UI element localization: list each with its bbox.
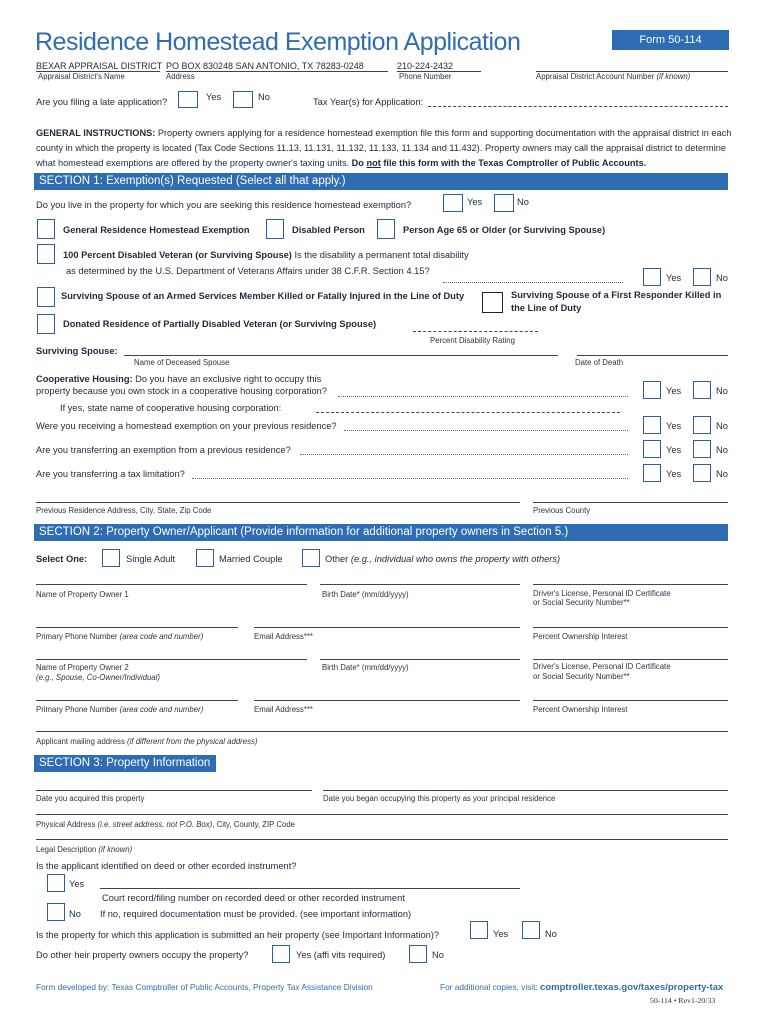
owner2-name-label: Name of Property Owner 2 [36,663,129,672]
owner1-name-input[interactable] [36,584,307,585]
owner2-email-input[interactable] [254,700,520,701]
deed-question: Is the applicant identified on deed or other ecorded instrument? [36,861,297,871]
tax-years-label: Tax Year(s) for Application: [313,97,424,107]
transfer-limit-no-checkbox[interactable] [693,464,711,482]
late-yes-checkbox[interactable] [178,91,198,108]
surviving-spouse-label: Surviving Spouse: [36,346,118,356]
deceased-spouse-label: Name of Deceased Spouse [134,358,230,367]
owner1-phone-input[interactable] [36,627,238,628]
percent-disability-label: Percent Disability Rating [430,336,515,345]
donated-residence-label: Donated Residence of Partially Disabled Veteran (or Surviving Spouse) [63,319,377,329]
transfer-limit-yes-label: Yes [666,469,682,479]
select-one-label: Select One: [36,554,88,564]
coop-name-input[interactable] [316,412,620,413]
coop-no-checkbox[interactable] [693,381,711,399]
coop-yes-label: Yes [666,386,682,396]
phone-label: Phone Number [399,72,452,81]
live-no-checkbox[interactable] [494,194,514,212]
transfer-limit-yes-checkbox[interactable] [643,464,661,482]
coop-leader [338,396,628,397]
deed-no-checkbox[interactable] [47,903,65,921]
owner1-phone-label: Primary Phone Number (area code and number) [36,632,204,641]
prev-exemption-no-checkbox[interactable] [693,416,711,434]
late-application-question: Are you filing a late application? [36,97,168,107]
district-phone: 210-224-2432 [397,61,454,71]
transfer-limit-leader [192,478,628,479]
owner1-id-label-1: Driver's License, Personal ID Certificate [533,589,671,598]
late-yes-label: Yes [206,92,222,102]
footer-revision: 50-114 • Rev1-20/33 [650,996,716,1005]
veteran100-question2: as determined by the U.S. Department of Veterans Affairs under 38 C.F.R. Section 4.15? [66,266,430,276]
section3-heading: SECTION 3: Property Information [34,755,216,772]
transfer-exemption-yes-checkbox[interactable] [643,440,661,458]
owner2-id-label-2: or Social Security Number** [533,672,630,681]
section1-heading: SECTION 1: Exemption(s) Requested (Select all that apply.) [34,173,728,190]
transfer-exemption-leader [300,454,628,455]
owner2-birth-input[interactable] [320,659,520,660]
veteran100-leader [443,282,623,283]
other-heir-no-label: No [432,950,444,960]
armed-services-label: Surviving Spouse of an Armed Services Member Killed or Fatally Injured in the Line of Duty [61,291,465,301]
live-yes-label: Yes [467,197,483,207]
acquired-date-label: Date you acquired this property [36,794,145,803]
transfer-exemption-yes-label: Yes [666,445,682,455]
legal-description-input[interactable] [36,839,728,840]
coop-yes-checkbox[interactable] [643,381,661,399]
acquired-date-input[interactable] [36,790,312,791]
owner2-email-label: Email Address*** [254,705,313,714]
owner1-id-label-2: or Social Security Number** [533,598,630,607]
armed-services-checkbox[interactable] [37,287,55,307]
mailing-address-input[interactable] [36,731,728,732]
married-couple-label: Married Couple [219,554,283,564]
general-exemption-checkbox[interactable] [37,219,55,239]
court-record-input[interactable] [100,888,520,889]
live-yes-checkbox[interactable] [443,194,463,212]
prev-county-input[interactable] [533,502,728,503]
date-of-death-label: Date of Death [575,358,624,367]
disabled-person-label: Disabled Person [292,225,365,235]
general-instructions: GENERAL INSTRUCTIONS: Property owners applying for a residence homestead exemption file this form and supporting documentation with the appraisal district in each county in which the property is located (Tax Code Sections 11.13, 11.131, 11.132, 11.133, 11.134 and 11.432). Property owners may call the appraisal district to determine what homestead exemptions are offered by the property owner's taxing units. Do not file this form with the Texas Comptroller of Public Accounts. [36,128,732,168]
owner2-name-input[interactable] [36,659,307,660]
owner2-phone-label: Primary Phone Number (area code and number) [36,705,204,714]
owner2-ownership-input[interactable] [533,700,728,701]
late-no-label: No [258,92,270,102]
prev-exemption-leader [344,430,628,431]
footer-url-link[interactable]: comptroller.texas.gov/taxes/property-tax [540,982,724,993]
district-name: BEXAR APPRAISAL DISTRICT [36,61,163,71]
district-address: PO BOX 830248 SAN ANTONIO, TX 78283-0248 [166,61,364,71]
other-owner-checkbox[interactable] [302,549,320,567]
mailing-address-label: Applicant mailing address (if different from the physical address) [36,737,258,746]
live-in-property-question: Do you live in the property for which you are seeking this residence homestead exemption? [36,200,412,210]
coop-question-1: Cooperative Housing: Do you have an exclusive right to occupy this [36,374,322,384]
prev-exemption-yes-label: Yes [666,421,682,431]
age65-checkbox[interactable] [377,219,395,239]
heir-property-question: Is the property for which this application is submitted an heir property (see Important Information)? [36,930,440,940]
district-name-label: Appraisal District's Name [38,72,125,81]
other-heir-no-checkbox[interactable] [409,945,427,963]
heir-yes-checkbox[interactable] [470,921,488,939]
physical-address-input[interactable] [36,814,728,815]
first-responder-checkbox[interactable] [482,292,503,313]
veteran100-label: 100 Percent Disabled Veteran (or Surviving Spouse) Is the disability a permanent total disability [63,250,469,260]
veteran100-yes-checkbox[interactable] [643,268,661,286]
account-label: Appraisal District Account Number (if known) [536,72,691,81]
deed-yes-checkbox[interactable] [47,874,65,892]
footer-copies: For additional copies, visit: comptroller.texas.gov/taxes/property-tax [440,982,724,993]
address-line [166,71,388,72]
veteran100-checkbox[interactable] [37,244,55,264]
no-documentation-note: If no, required documentation must be provided. (see important information) [100,909,412,919]
other-heir-yes-checkbox[interactable] [272,945,290,963]
first-responder-label: Surviving Spouse of a First Responder Killed in the Line of Duty [511,290,722,313]
owner1-email-label: Email Address*** [254,632,313,641]
married-couple-checkbox[interactable] [196,549,214,567]
age65-label: Person Age 65 or Older (or Surviving Spouse) [403,225,606,235]
live-no-label: No [517,197,529,207]
form-number-tag: Form 50-114 [612,30,729,50]
veteran100-yes-label: Yes [666,273,682,283]
single-adult-checkbox[interactable] [102,549,120,567]
physical-address-label: Physical Address (i.e. street address, not P.O. Box), City, County, ZIP Code [36,820,296,829]
owner2-id-label-1: Driver's License, Personal ID Certificate [533,662,671,671]
transfer-exemption-question: Are you transferring an exemption from a previous residence? [36,445,291,455]
veteran100-no-checkbox[interactable] [693,268,711,286]
date-of-death-input[interactable] [577,355,728,356]
occupy-date-label: Date you began occupying this property as your principal residence [323,794,556,803]
deceased-spouse-input[interactable] [124,355,558,356]
owner2-ownership-label: Percent Ownership Interest [533,705,628,714]
prev-address-label: Previous Residence Address, City, State, Zip Code [36,506,212,515]
owner1-birth-input[interactable] [320,584,520,585]
other-heir-question: Do other heir property owners occupy the property? [36,950,249,960]
owner1-ownership-input[interactable] [533,627,728,628]
prev-county-label: Previous County [533,506,591,515]
court-record-label: Court record/filing number on recorded deed or other recorded instrument [102,893,405,903]
section2-heading: SECTION 2: Property Owner/Applicant (Provide information for additional property owners in Section 5.) [34,524,728,541]
form-title: Residence Homestead Exemption Application [35,28,521,56]
deed-no-label: No [69,909,81,919]
owner2-birth-label: Birth Date* (mm/dd/yyyy) [322,663,409,672]
prev-exemption-no-label: No [716,421,728,431]
footer-developed-by: Form developed by: Texas Comptroller of Public Accounts, Property Tax Assistance Division [36,982,373,992]
heir-no-label: No [545,929,557,939]
percent-disability-input[interactable] [413,331,538,332]
heir-yes-label: Yes [493,929,509,939]
coop-no-label: No [716,386,728,396]
transfer-limit-no-label: No [716,469,728,479]
late-no-checkbox[interactable] [233,91,253,108]
general-exemption-label: General Residence Homestead Exemption [63,225,250,235]
prev-address-input[interactable] [36,502,520,503]
owner1-birth-label: Birth Date* (mm/dd/yyyy) [322,590,409,599]
owner2-id-input[interactable] [533,659,728,660]
address-label: Address [166,72,195,81]
owner1-name-label: Name of Property Owner 1 [36,590,129,599]
other-owner-label: Other (e.g., individual who owns the property with others) [325,554,561,564]
coop-name-label: If yes, state name of cooperative housing corporation: [60,403,282,413]
donated-residence-checkbox[interactable] [37,314,55,334]
coop-question-2: property because you own stock in a cooperative housing corporation? [36,386,327,396]
occupy-date-input[interactable] [323,790,728,791]
owner1-email-input[interactable] [254,627,520,628]
single-adult-label: Single Adult [126,554,176,564]
prev-exemption-yes-checkbox[interactable] [643,416,661,434]
legal-description-label: Legal Description (if known) [36,845,133,854]
other-heir-yes-label: Yes (affi vits required) [296,950,386,960]
disabled-person-checkbox[interactable] [266,219,284,239]
prev-exemption-question: Were you receiving a homestead exemption on your previous residence? [36,421,337,431]
heir-no-checkbox[interactable] [522,921,540,939]
owner2-phone-input[interactable] [36,700,238,701]
transfer-limit-question: Are you transferring a tax limitation? [36,469,185,479]
tax-years-input[interactable] [428,106,728,107]
owner1-ownership-label: Percent Ownership Interest [533,632,628,641]
transfer-exemption-no-label: No [716,445,728,455]
owner1-id-input[interactable] [533,584,728,585]
deed-yes-label: Yes [69,879,85,889]
owner2-name-note: (e.g., Spouse, Co-Owner/Individual) [36,673,160,682]
veteran100-no-label: No [716,273,728,283]
transfer-exemption-no-checkbox[interactable] [693,440,711,458]
